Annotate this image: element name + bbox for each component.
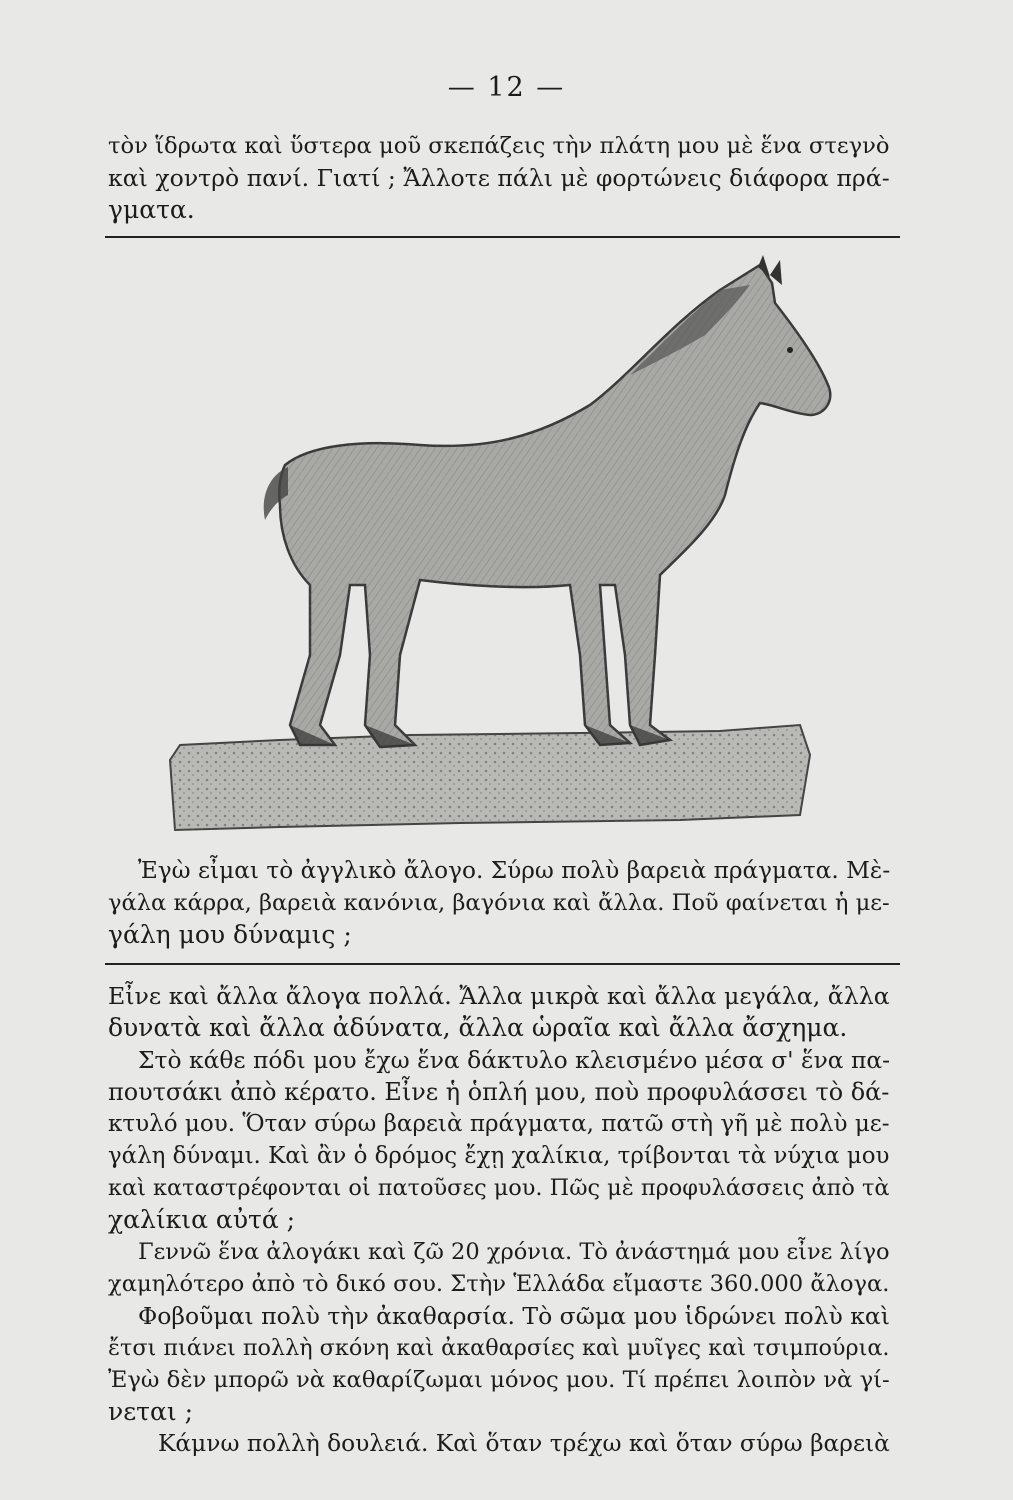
text-line: δυνατὰ καὶ ἄλλα ἀδύνατα, ἄλλα ὡραῖα καὶ ἄλλα ἄσχημα. <box>108 1013 848 1042</box>
divider-rule <box>105 236 900 238</box>
text-line: γάλη δύναμι. Καὶ ἂν ὁ δρόμος ἔχῃ χαλίκια, τρίβονται τὰ νύχια μου <box>108 1143 890 1169</box>
text-line: πουτσάκι ἀπὸ κέρατο. Εἶνε ἡ ὁπλή μου, ποὺ προφυλάσσει τὸ δά- <box>108 1078 890 1106</box>
text-line: τὸν ἵδρωτα καὶ ὕστερα μοῦ σκεπάζεις τὴν πλάτη μου μὲ ἕνα στεγνὸ <box>108 133 890 159</box>
text-line: Εἶνε καὶ ἄλλα ἄλογα πολλά. Ἄλλα μικρὰ καὶ ἄλλα μεγάλα, ἄλλα <box>108 982 890 1010</box>
text-line: καὶ καταστρέφονται οἱ πατοῦσες μου. Πῶς μὲ προφυλάσσεις ἀπὸ τὰ <box>108 1175 890 1201</box>
text-line: Ἐγὼ εἶμαι τὸ ἀγγλικὸ ἄλογο. Σύρω πολὺ βαρειὰ πράγματα. Μὲ- <box>138 857 891 884</box>
divider-rule <box>105 963 900 965</box>
illustration-caption <box>108 855 898 951</box>
text-line: γάλη μου δύναμις ; <box>108 920 352 949</box>
text-line: Κάμνω πολλὴ δουλειά. Καὶ ὅταν τρέχω καὶ ὅταν σύρω βαρειὰ <box>158 1430 890 1457</box>
text-line: καὶ χοντρὸ πανί. Γιατί ; Ἄλλοτε πάλι μὲ φορτώνεις διάφορα πρά- <box>108 164 890 192</box>
top-paragraph <box>108 130 898 226</box>
text-line: χαλίκια αὐτά ; <box>108 1205 296 1234</box>
body-paragraph <box>108 1044 898 1236</box>
body-paragraph <box>108 1428 898 1460</box>
text-line: Φοβοῦμαι πολὺ τὴν ἀκαθαρσία. Τὸ σῶμα μου ἱδρώνει πολὺ καὶ <box>138 1302 890 1330</box>
text-line: κτυλό μου. Ὅταν σύρω βαρειὰ πράγματα, πατῶ στὴ γῆ μὲ πολὺ με- <box>108 1111 890 1137</box>
text-line: νεται ; <box>108 1397 194 1426</box>
text-line: γματα. <box>108 195 195 224</box>
text-line: Ἐγὼ δὲν μπορῶ νὰ καθαρίζωμαι μόνος μου. Τί πρέπει λοιπὸν νὰ γί- <box>108 1367 890 1393</box>
text-line: ἔτσι πιάνει πολλὴ σκόνη καὶ ἀκαθαρσίες καὶ μυῖγες καὶ τσιμπούρια. <box>108 1335 890 1361</box>
body-paragraph <box>108 1236 898 1300</box>
text-line: Γεννῶ ἕνα ἀλογάκι καὶ ζῶ 20 χρόνια. Τὸ ἀνάστημά μου εἶνε λίγο <box>138 1239 890 1265</box>
horse-illustration <box>160 255 860 845</box>
page-number: — 12 — <box>447 72 566 103</box>
text-line: γάλα κάρρα, βαρειὰ κανόνια, βαγόνια καὶ ἄλλα. Ποῦ φαίνεται ἡ με- <box>108 890 890 916</box>
text-line: χαμηλότερο ἀπὸ τὸ δικό σου. Στὴν Ἑλλάδα εἴμαστε 360.000 ἄλογα. <box>108 1271 890 1297</box>
body-paragraph <box>108 1300 898 1428</box>
body-paragraph <box>108 980 898 1044</box>
horse-eye <box>787 347 793 353</box>
text-line: Στὸ κάθε πόδι μου ἔχω ἕνα δάκτυλο κλεισμένο μέσα σ' ἕνα πα- <box>138 1046 891 1074</box>
